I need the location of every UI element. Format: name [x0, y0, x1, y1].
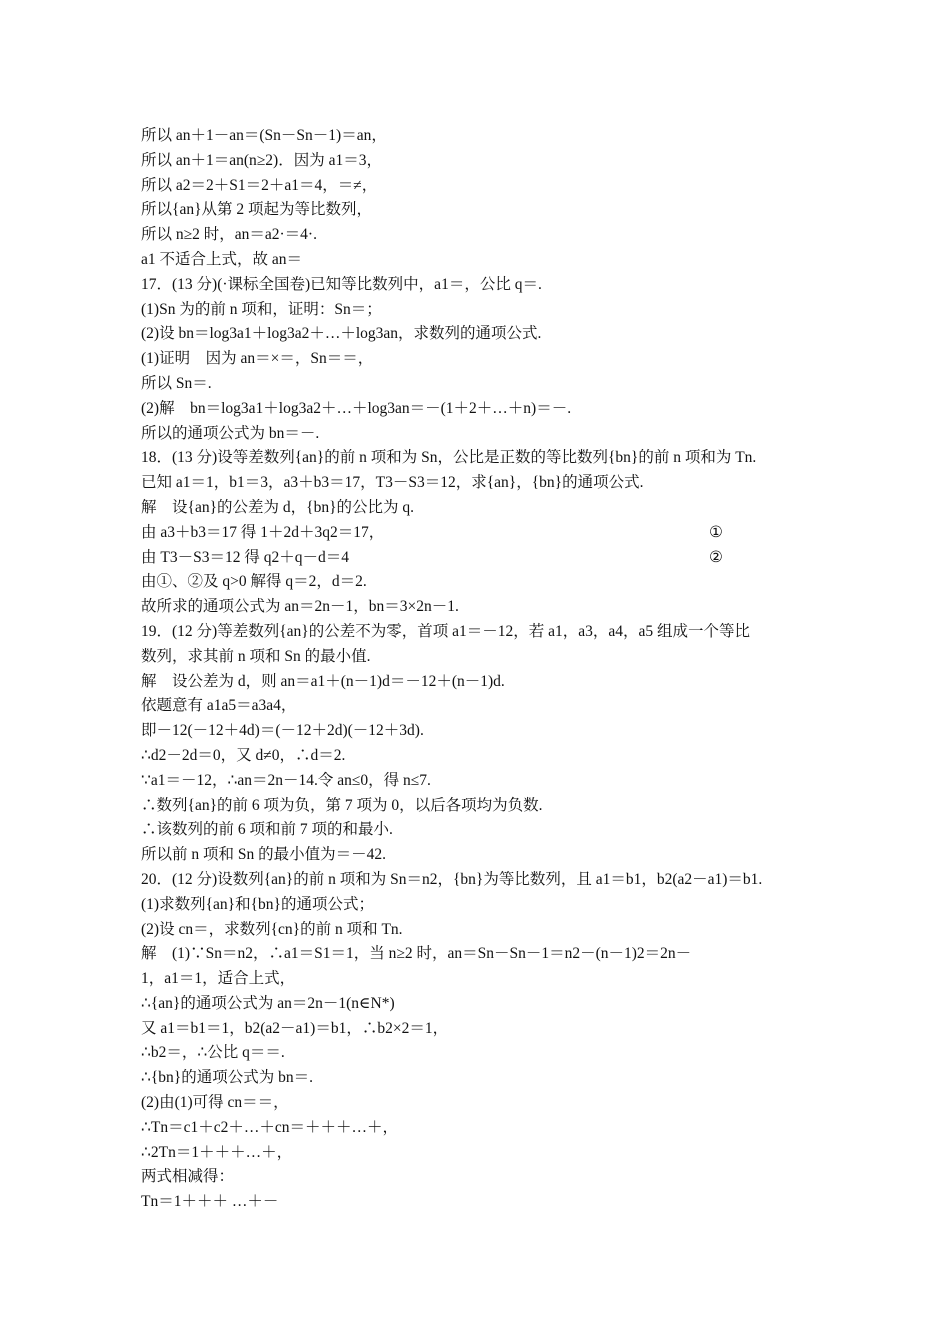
line-text: 20．(12 分)设数列{an}的前 n 项和为 Sn＝n2，{bn}为等比数列，且 a1＝b1，b2(a2－a1)＝b1.: [141, 870, 763, 888]
text-line: [141, 422, 821, 447]
line-text: ∵a1＝－12，∴an＝2n－14.令 an≤0，得 n≤7.: [141, 771, 431, 789]
text-line: [141, 843, 821, 868]
line-text: 19．(12 分)等差数列{an}的公差不为零，首项 a1＝－12，若 a1，a3，a4，a5 组成一个等比: [141, 622, 750, 640]
text-line: [141, 1091, 821, 1116]
text-line: [141, 223, 821, 248]
text-line: [141, 893, 821, 918]
text-line: [141, 992, 821, 1017]
equation-number: ①: [709, 523, 723, 541]
line-text: (1)证明 因为 an＝×＝，Sn＝＝，: [141, 350, 374, 368]
line-text: ∴数列{an}的前 6 项为负，第 7 项为 0，以后各项均为负数.: [141, 796, 543, 814]
text-line: [141, 273, 821, 298]
line-text: (2)由(1)可得 cn＝＝，: [141, 1094, 289, 1112]
line-text: 所以前 n 项和 Sn 的最小值为＝－42.: [141, 846, 386, 864]
line-text: 已知 a1＝1，b1＝3，a3＋b3＝17，T3－S3＝12，求{an}，{bn}的通项公式.: [141, 474, 644, 492]
line-text: Tn＝1＋＋＋ …＋－: [141, 1193, 279, 1211]
line-text: 解 设公差为 d，则 an＝a1＋(n－1)d＝－12＋(n－1)d.: [141, 672, 505, 690]
line-text: 故所求的通项公式为 an＝2n－1，bn＝3×2n－1.: [141, 598, 459, 616]
line-text: ∴{an}的通项公式为 an＝2n－1(n∈N*): [141, 994, 395, 1012]
line-text: 由 a3＋b3＝17 得 1＋2d＋3q2＝17，: [141, 523, 385, 541]
text-line: [141, 1190, 821, 1215]
text-line: [141, 174, 821, 199]
text-line: [141, 1165, 821, 1190]
text-line: [141, 372, 821, 397]
text-line: [141, 620, 821, 645]
text-line: [141, 694, 821, 719]
text-line: [141, 1041, 821, 1066]
line-text: ∴该数列的前 6 项和前 7 项的和最小.: [141, 821, 393, 839]
line-text: 所以 a2＝2＋S1＝2＋a1＝4，＝≠，: [141, 176, 378, 194]
line-text: 依题意有 a1a5＝a3a4，: [141, 697, 297, 715]
text-line: [141, 1017, 821, 1042]
text-line: [141, 298, 821, 323]
text-line: [141, 1066, 821, 1091]
line-text: 所以{an}从第 2 项起为等比数列，: [141, 201, 373, 219]
line-text: 1，a1＝1，适合上式，: [141, 970, 296, 988]
line-text: a1 不适合上式，故 an＝: [141, 250, 303, 268]
document-body: [141, 124, 821, 1215]
line-text: 数列，求其前 n 项和 Sn 的最小值.: [141, 647, 371, 665]
text-line: [141, 967, 821, 992]
line-text: 所以 Sn＝.: [141, 374, 212, 392]
line-text: (2)设 cn＝，求数列{cn}的前 n 项和 Tn.: [141, 920, 403, 938]
line-text: 17．(13 分)(·课标全国卷)已知等比数列中，a1＝，公比 q＝.: [141, 275, 542, 293]
text-line: [141, 744, 821, 769]
text-line: [141, 719, 821, 744]
text-line: [141, 769, 821, 794]
line-text: 两式相减得：: [141, 1168, 235, 1186]
text-line: [141, 446, 821, 471]
text-line: [141, 570, 821, 595]
line-text: 又 a1＝b1＝1，b2(a2－a1)＝b1，∴b2×2＝1，: [141, 1019, 449, 1037]
text-line: [141, 670, 821, 695]
line-text: 解 设{an}的公差为 d，{bn}的公比为 q.: [141, 498, 415, 516]
line-text: ∴Tn＝c1＋c2＋…＋cn＝＋＋＋…＋，: [141, 1118, 398, 1136]
text-line: [141, 818, 821, 843]
text-line: [141, 149, 821, 174]
line-text: 即－12(－12＋4d)＝(－12＋2d)(－12＋3d).: [141, 722, 424, 740]
line-text: (1)Sn 为的前 n 项和，证明：Sn＝；: [141, 300, 382, 318]
text-line: [141, 347, 821, 372]
text-line: [141, 546, 821, 571]
line-text: 所以 an＋1－an＝(Sn－Sn－1)＝an，: [141, 127, 387, 144]
text-line: [141, 322, 821, 347]
text-line: [141, 124, 821, 149]
line-text: 18．(13 分)设等差数列{an}的前 n 项和为 Sn，公比是正数的等比数列{bn}的前 n 项和为 Tn.: [141, 449, 757, 467]
text-line: [141, 1116, 821, 1141]
line-text: (2)设 bn＝log3a1＋log3a2＋…＋log3an，求数列的通项公式.: [141, 325, 542, 343]
line-text: ∴{bn}的通项公式为 bn＝.: [141, 1069, 313, 1087]
line-text: (1)求数列{an}和{bn}的通项公式；: [141, 895, 374, 913]
text-line: [141, 198, 821, 223]
text-line: [141, 942, 821, 967]
equation-number: ②: [709, 548, 723, 566]
line-text: 所以的通项公式为 bn＝－.: [141, 424, 320, 442]
line-text: 由 T3－S3＝12 得 q2＋q－d＝4: [141, 548, 349, 566]
line-text: 所以 an＋1＝an(n≥2)．因为 a1＝3，: [141, 151, 382, 169]
text-line: [141, 918, 821, 943]
text-line: [141, 1141, 821, 1166]
text-line: [141, 521, 821, 546]
text-line: [141, 645, 821, 670]
line-text: 所以 n≥2 时，an＝a2·＝4·.: [141, 226, 317, 244]
text-line: [141, 471, 821, 496]
text-line: [141, 496, 821, 521]
text-line: [141, 868, 821, 893]
text-line: [141, 595, 821, 620]
line-text: ∴b2＝，∴公比 q＝＝.: [141, 1044, 285, 1062]
text-line: [141, 248, 821, 273]
line-text: 解 (1)∵Sn＝n2，∴a1＝S1＝1，当 n≥2 时，an＝Sn－Sn－1＝n2－(n－1)2＝2n－: [141, 945, 692, 963]
line-text: ∴2Tn＝1＋＋＋…＋，: [141, 1143, 293, 1161]
text-line: [141, 794, 821, 819]
line-text: 由①、②及 q>0 解得 q＝2，d＝2.: [141, 573, 367, 591]
line-text: ∴d2－2d＝0，又 d≠0，∴d＝2.: [141, 746, 346, 764]
line-text: (2)解 bn＝log3a1＋log3a2＋…＋log3an＝－(1＋2＋…＋n)＝－.: [141, 399, 572, 417]
text-line: [141, 397, 821, 422]
